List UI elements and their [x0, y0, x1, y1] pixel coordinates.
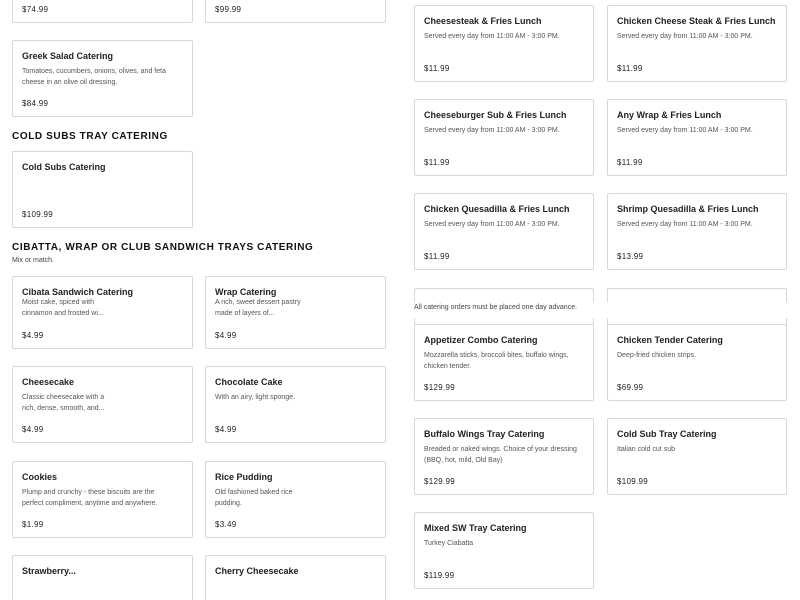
menu-item-description: Plump and crunchy - these biscuits are the perfect compliment, anytime and anywhere.	[22, 489, 158, 507]
menu-item-card[interactable]	[607, 193, 787, 270]
menu-item-price: $11.99	[424, 64, 450, 73]
menu-item-price: $129.99	[424, 383, 456, 392]
section-subtitle: Mix or match.	[12, 257, 55, 264]
menu-item-name: Strawberry...	[22, 566, 76, 576]
section-title-cold-subs: COLD SUBS TRAY CATERING	[12, 131, 168, 142]
menu-item-price: $3.49	[215, 520, 237, 529]
menu-item-price: $4.99	[22, 425, 44, 434]
menu-item-price: $129.99	[424, 477, 456, 486]
menu-item-card[interactable]	[12, 276, 193, 349]
menu-item-card[interactable]	[205, 555, 386, 600]
menu-item-name: Chicken Tender Catering	[617, 335, 723, 345]
menu-item-card[interactable]	[12, 555, 193, 600]
menu-item-price: $4.99	[22, 331, 44, 340]
menu-item-price: $11.99	[424, 252, 450, 261]
menu-item-name: Wrap Catering	[215, 287, 277, 297]
menu-item-price: $11.99	[617, 158, 643, 167]
menu-item-price: $119.99	[424, 571, 455, 580]
menu-item-description: Served every day from 11:00 AM - 3:00 PM.	[424, 33, 560, 40]
menu-item-card[interactable]	[607, 99, 787, 176]
catering-notice: All catering orders must be placed one day advance.	[414, 302, 787, 318]
menu-item-price: $99.99	[215, 5, 242, 14]
menu-item-name: Chicken Cheese Steak & Fries Lunch	[617, 16, 776, 26]
menu-item-price: $84.99	[22, 99, 49, 108]
menu-item-card[interactable]	[12, 366, 193, 443]
menu-item-name: Appetizer Combo Catering	[424, 335, 538, 345]
menu-item-price: $4.99	[215, 331, 237, 340]
menu-item-name: Buffalo Wings Tray Catering	[424, 429, 545, 439]
menu-item-card[interactable]	[607, 418, 787, 495]
menu-item-card[interactable]	[12, 0, 193, 23]
menu-item-name: Cold Sub Tray Catering	[617, 429, 717, 439]
menu-item-description: Turkey Ciabatta	[424, 540, 474, 547]
menu-item-card[interactable]	[205, 0, 386, 23]
menu-item-card[interactable]	[414, 512, 594, 589]
menu-item-name: Rice Pudding	[215, 472, 273, 482]
menu-item-card[interactable]	[205, 461, 386, 538]
menu-item-description: Classic cheesecake with a rich, dense, smooth, and...	[22, 394, 105, 412]
menu-item-card[interactable]	[414, 324, 594, 401]
menu-item-card[interactable]	[205, 366, 386, 443]
menu-item-price: $4.99	[215, 425, 237, 434]
menu-item-description: Moist cake, spiced with cinnamon and frosted wi...	[22, 299, 104, 317]
section-title-ciabatta: CIBATTA, WRAP OR CLUB SANDWICH TRAYS CATERING	[12, 242, 314, 253]
menu-item-name: Cookies	[22, 472, 58, 482]
menu-item-card-greek-salad[interactable]	[12, 40, 193, 117]
menu-item-description: Mozzarella sticks, broccoli bites, buffalo wings, chicken tender.	[424, 352, 569, 370]
menu-item-price: $11.99	[424, 158, 450, 167]
menu-item-name: Cold Subs Catering	[22, 162, 106, 172]
menu-item-card[interactable]	[414, 418, 594, 495]
menu-item-name: Cheesecake	[22, 377, 75, 387]
menu-item-name: Shrimp Quesadilla & Fries Lunch	[617, 204, 759, 214]
menu-item-description: Served every day from 11:00 AM - 3:00 PM.	[617, 33, 753, 40]
menu-item-name: Cibata Sandwich Catering	[22, 287, 134, 297]
menu-item-price: $1.99	[22, 520, 44, 529]
menu-item-card[interactable]	[607, 5, 787, 82]
menu-item-description: With an airy, light sponge.	[215, 394, 296, 401]
menu-item-description: Served every day from 11:00 AM - 3:00 PM.	[617, 221, 753, 228]
menu-item-name: Any Wrap & Fries Lunch	[617, 110, 722, 120]
menu-item-price: $109.99	[22, 210, 54, 219]
menu-item-price: $69.99	[617, 383, 644, 392]
menu-item-description: A rich, sweet dessert pastry made of layers of...	[215, 299, 301, 317]
menu-item-price: $13.99	[617, 252, 644, 261]
menu-item-name: Greek Salad Catering	[22, 51, 114, 61]
menu-item-description: Tomatoes, cucumbers, onions, olives, and feta cheese in an olive oil dressing.	[22, 68, 166, 86]
menu-item-card[interactable]	[414, 99, 594, 176]
menu-item-description: Served every day from 11:00 AM - 3:00 PM.	[617, 127, 753, 134]
menu-item-name: Chicken Quesadilla & Fries Lunch	[424, 204, 570, 214]
menu-item-description: Served every day from 11:00 AM - 3:00 PM.	[424, 221, 560, 228]
menu-item-name: Mixed SW Tray Catering	[424, 523, 527, 533]
menu-item-card[interactable]	[414, 193, 594, 270]
menu-item-card[interactable]	[12, 461, 193, 538]
menu-item-description: Served every day from 11:00 AM - 3:00 PM.	[424, 127, 560, 134]
menu-item-description: Italian cold cut sub	[617, 446, 675, 453]
menu-item-price: $74.99	[22, 5, 49, 14]
menu-item-description: Breaded or naked wings. Choice of your dressing (BBQ, hot, mild, Old Bay)	[424, 446, 577, 464]
menu-item-name: Chocolate Cake	[215, 377, 283, 387]
menu-item-name: Cherry Cheesecake	[215, 566, 299, 576]
menu-item-price: $11.99	[617, 64, 643, 73]
menu-item-price: $109.99	[617, 477, 649, 486]
menu-item-name: Cheeseburger Sub & Fries Lunch	[424, 110, 567, 120]
menu-item-card[interactable]	[607, 324, 787, 401]
menu-item-card-cold-subs[interactable]	[12, 151, 193, 228]
menu-item-card[interactable]	[414, 5, 594, 82]
menu-item-card[interactable]	[205, 276, 386, 349]
menu-item-description: Old fashioned baked rice pudding.	[215, 489, 293, 507]
menu-item-description: Deep-fried chicken strips.	[617, 352, 696, 359]
menu-item-name: Cheesesteak & Fries Lunch	[424, 16, 542, 26]
